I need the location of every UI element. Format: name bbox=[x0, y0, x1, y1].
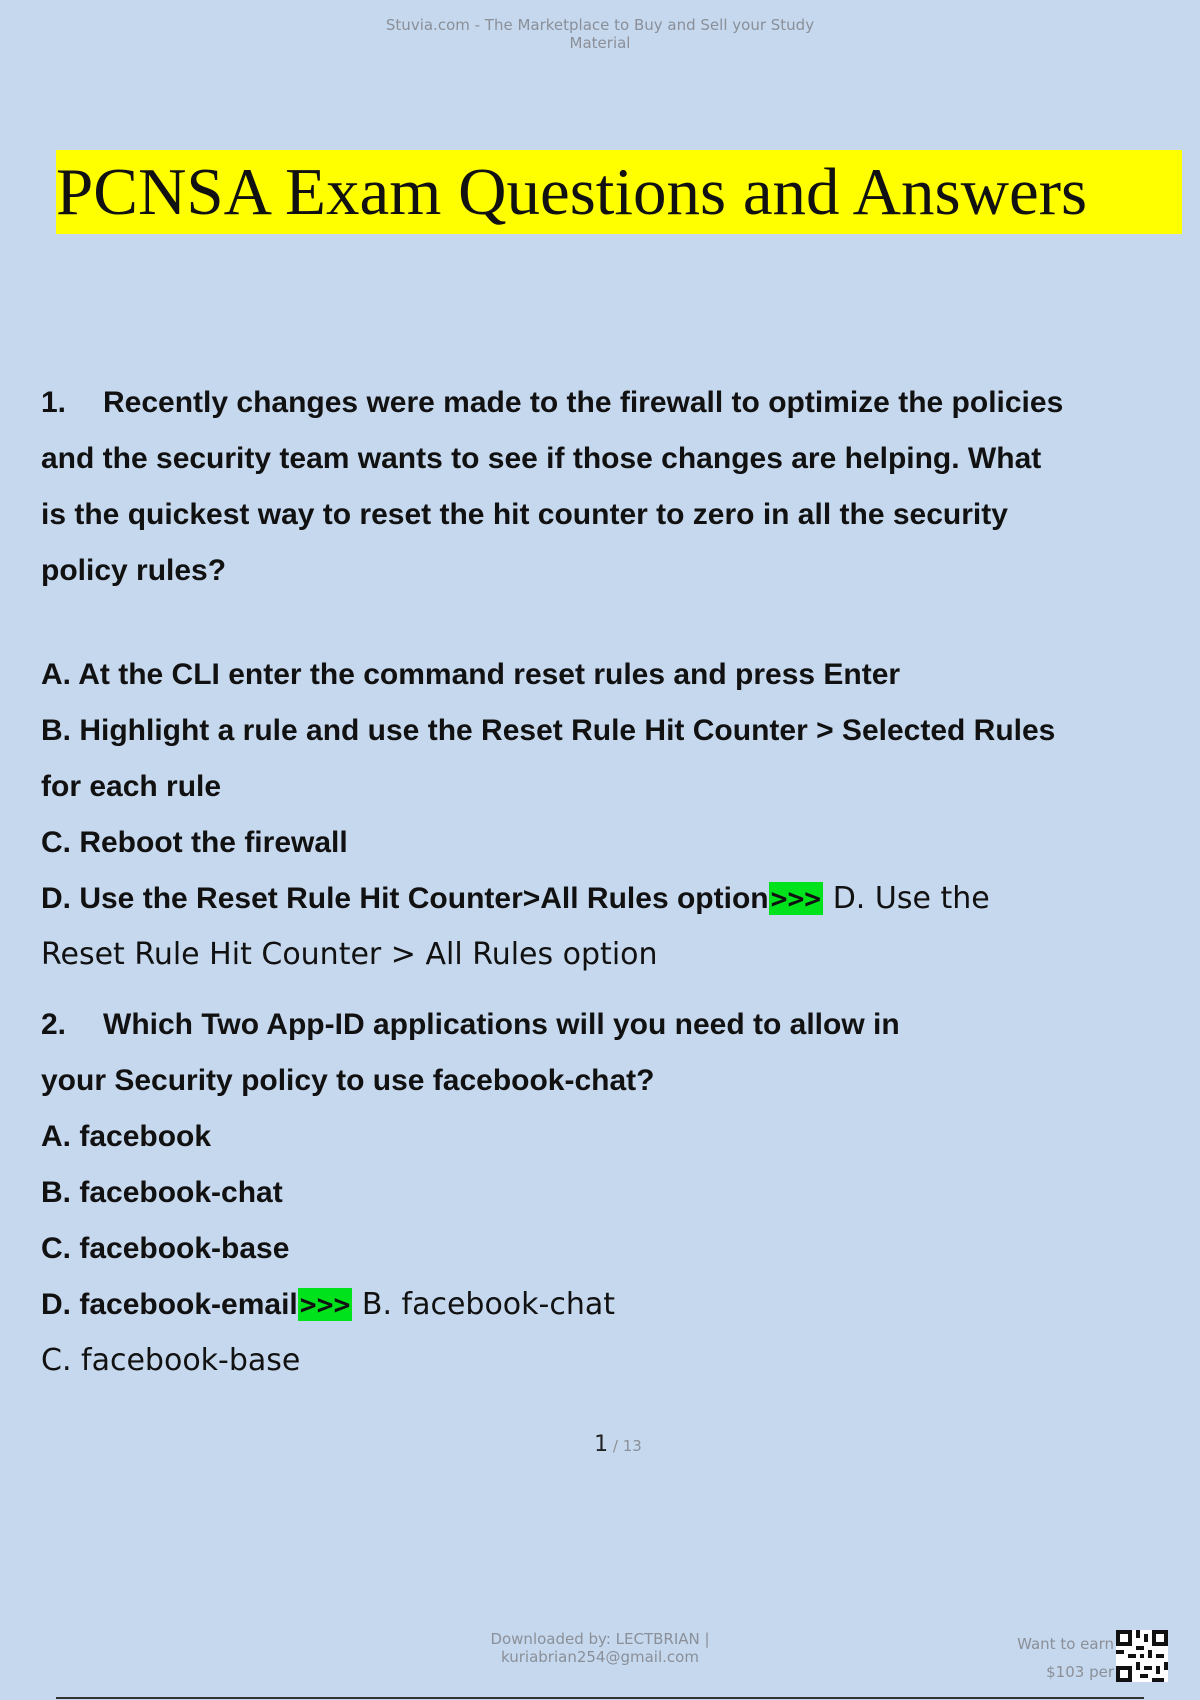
question-1-line-1 bbox=[41, 375, 1161, 431]
page-indicator bbox=[0, 1432, 1200, 1457]
spacer bbox=[41, 983, 1161, 997]
question-2-answer-2: C. facebook-base bbox=[41, 1343, 301, 1378]
question-1-option-c: C. Reboot the firewall bbox=[41, 826, 348, 859]
question-2-number: 2. bbox=[41, 1008, 67, 1041]
earn-promo[interactable] bbox=[980, 1630, 1114, 1686]
question-2-option-d: D. facebook-email bbox=[41, 1288, 298, 1321]
total-pages: / 13 bbox=[608, 1437, 642, 1455]
current-page: 1 bbox=[594, 1432, 609, 1457]
header-line-1: Stuvia.com - The Marketplace to Buy and Sell your Study bbox=[385, 16, 815, 34]
question-1-text-1: Recently changes were made to the firewall to optimize the policies bbox=[103, 386, 1064, 419]
spacer bbox=[41, 599, 1161, 647]
question-1-line-4: policy rules? bbox=[41, 554, 227, 587]
question-1-number: 1. bbox=[41, 386, 67, 419]
stuvia-header bbox=[0, 16, 1200, 52]
question-1-answer-1: D. Use the bbox=[823, 881, 990, 916]
question-2-text-1: Which Two App-ID applications will you need to allow in bbox=[103, 1008, 900, 1041]
answer-marker-1: >>> bbox=[770, 882, 822, 915]
answer-marker-2: >>> bbox=[299, 1288, 351, 1321]
earn-promo-line-2: $103 per bbox=[1046, 1663, 1114, 1681]
downloaded-by bbox=[420, 1630, 780, 1666]
question-1-option-b-1: B. Highlight a rule and use the Reset Rule Hit Counter > Selected Rules bbox=[41, 714, 1056, 747]
questions-content bbox=[41, 375, 1161, 1389]
question-2-answer-1: B. facebook-chat bbox=[352, 1287, 616, 1322]
question-2-line-1 bbox=[41, 997, 1161, 1053]
question-2-option-a: A. facebook bbox=[41, 1120, 212, 1153]
qr-code-icon[interactable] bbox=[1116, 1630, 1168, 1682]
bottom-rule bbox=[56, 1697, 1144, 1699]
question-1-option-d: D. Use the Reset Rule Hit Counter>All Rules option bbox=[41, 882, 769, 915]
question-2-option-c: C. facebook-base bbox=[41, 1232, 290, 1265]
downloaded-by-line-2: kuriabrian254@gmail.com bbox=[501, 1648, 699, 1666]
downloaded-by-line-1: Downloaded by: LECTBRIAN | bbox=[490, 1630, 710, 1648]
question-2-option-d-line bbox=[41, 1277, 1161, 1333]
question-1-option-b-2: for each rule bbox=[41, 770, 222, 803]
question-1-answer-2: Reset Rule Hit Counter > All Rules option bbox=[41, 937, 658, 972]
question-1-option-a: A. At the CLI enter the command reset rules and press Enter bbox=[41, 658, 901, 691]
question-1-line-3: is the quickest way to reset the hit counter to zero in all the security bbox=[41, 498, 1008, 531]
title-highlight bbox=[56, 150, 1182, 234]
page-title: PCNSA Exam Questions and Answers bbox=[56, 155, 1088, 229]
question-2-option-b: B. facebook-chat bbox=[41, 1176, 283, 1209]
header-line-2: Material bbox=[569, 34, 631, 52]
earn-promo-line-1: Want to earn bbox=[1017, 1635, 1114, 1653]
question-1-line-2: and the security team wants to see if those changes are helping. What bbox=[41, 442, 1042, 475]
question-1-option-d-line bbox=[41, 871, 1161, 927]
question-2-line-2: your Security policy to use facebook-chat? bbox=[41, 1064, 655, 1097]
